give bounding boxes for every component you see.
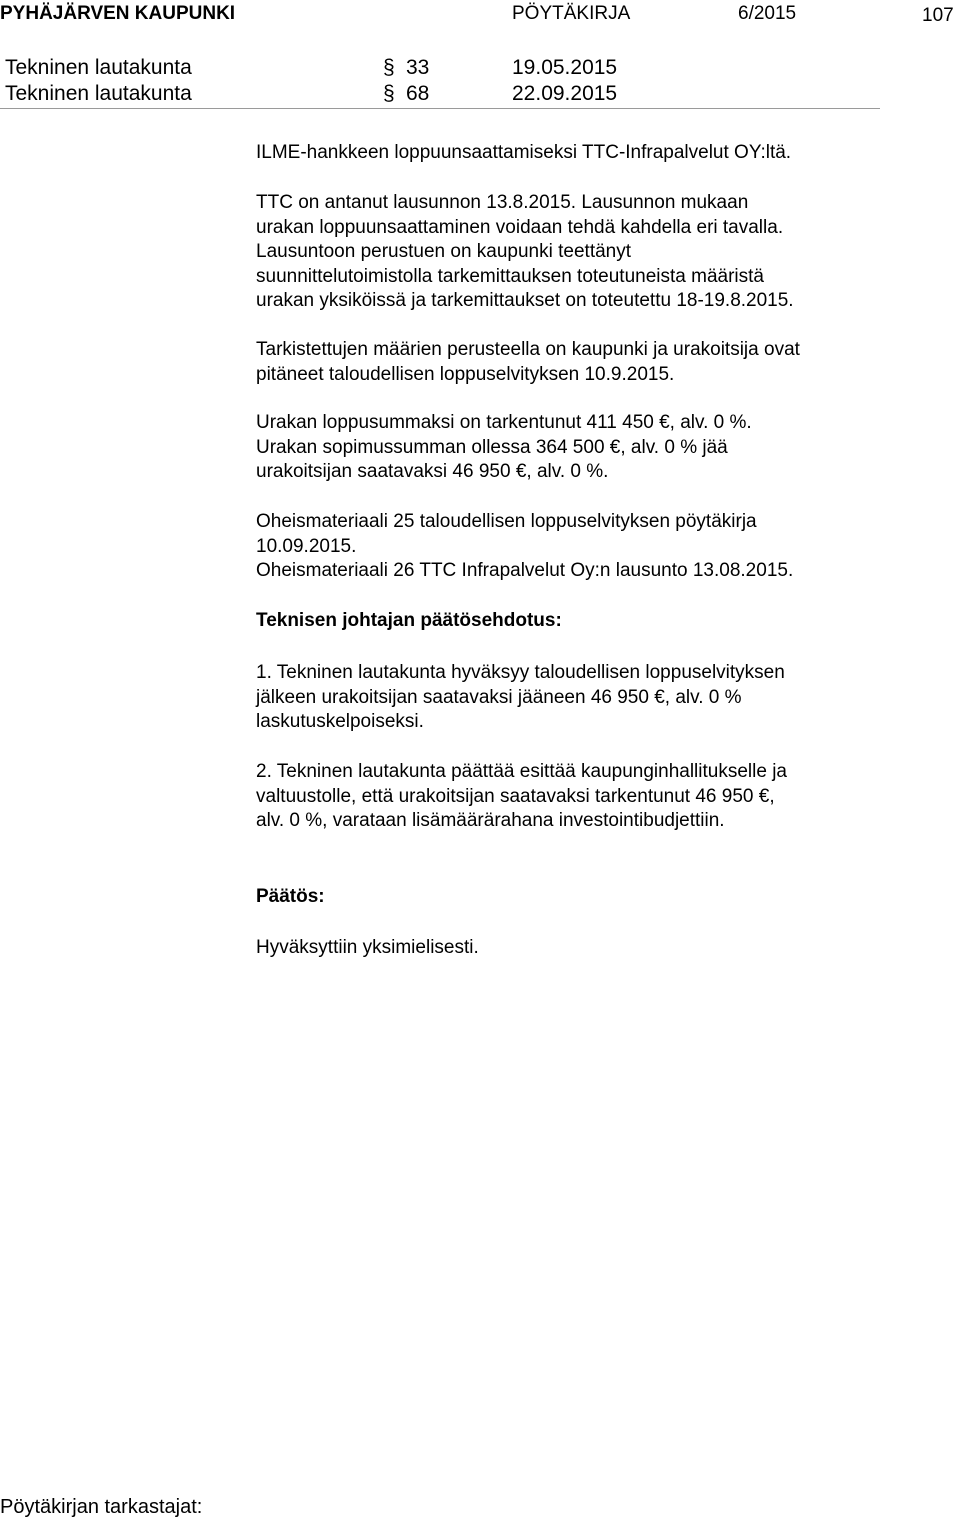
paragraph-statement: TTC on antanut lausunnon 13.8.2015. Lausunnon mukaan urakan loppuunsaattaminen voidaan tehdä kahdella eri tavalla. Lausuntoon perustuen on kaupunki teettänyt suunnittelutoimistolla tarkemittauksen toteutuneista määristä urakan yksiköissä ja tarkemittaukset on toteutettu 18-19.8.2015. [256,192,794,311]
document-number: 6/2015 [738,3,797,24]
section-number: 33 [406,56,430,79]
paragraph-review: Tarkistettujen määrien perusteella on kaupunki ja urakoitsija ovat pitäneet taloudellisen loppuselvityksen 10.9.2015. [256,339,800,385]
meeting-date: 22.09.2015 [512,82,618,105]
footer-reviewers-label: Pöytäkirjan tarkastajat: [0,1496,203,1518]
paragraph-attachments: Oheismateriaali 25 taloudellisen loppuselvityksen pöytäkirja 10.09.2015. Oheismateriaali 26 TTC Infrapalvelut Oy:n lausunto 13.08.2015. [256,511,794,581]
section-number: 68 [406,82,430,105]
document-type: PÖYTÄKIRJA [512,3,631,24]
subject-line: ILME-hankkeen loppuunsaattamiseksi TTC-Infrapalvelut OY:ltä. [256,142,792,163]
decision-heading: Päätös: [256,886,325,907]
page-number: 107 [922,5,954,26]
section-icon: § [383,56,395,79]
decision-text: Hyväksyttiin yksimielisesti. [256,937,479,958]
proposal-item-2: 2. Tekninen lautakunta päättää esittää kaupunginhallitukselle ja valtuustolle, että urakoitsijan saatavaksi tarkentunut 46 950 €, alv. 0 %, varataan lisämäärärahana investointibudjettiin. [256,761,787,831]
paragraph-amounts: Urakan loppusummaksi on tarkentunut 411 450 €, alv. 0 %. Urakan sopimussumman ollessa 364 500 €, alv. 0 % jää urakoitsijan saatavaksi 46 950 €, alv. 0 %. [256,412,752,482]
meeting-date: 19.05.2015 [512,56,618,79]
section-icon: § [383,82,395,105]
committee-name: Tekninen lautakunta [5,56,192,79]
committee-name: Tekninen lautakunta [5,82,192,105]
proposal-item-1: 1. Tekninen lautakunta hyväksyy taloudellisen loppuselvityksen jälkeen urakoitsijan saatavaksi jääneen 46 950 €, alv. 0 % laskutuskelpoiseksi. [256,662,785,732]
header-divider [0,108,880,109]
city-name: PYHÄJÄRVEN KAUPUNKI [0,3,236,24]
proposal-heading: Teknisen johtajan päätösehdotus: [256,610,562,631]
